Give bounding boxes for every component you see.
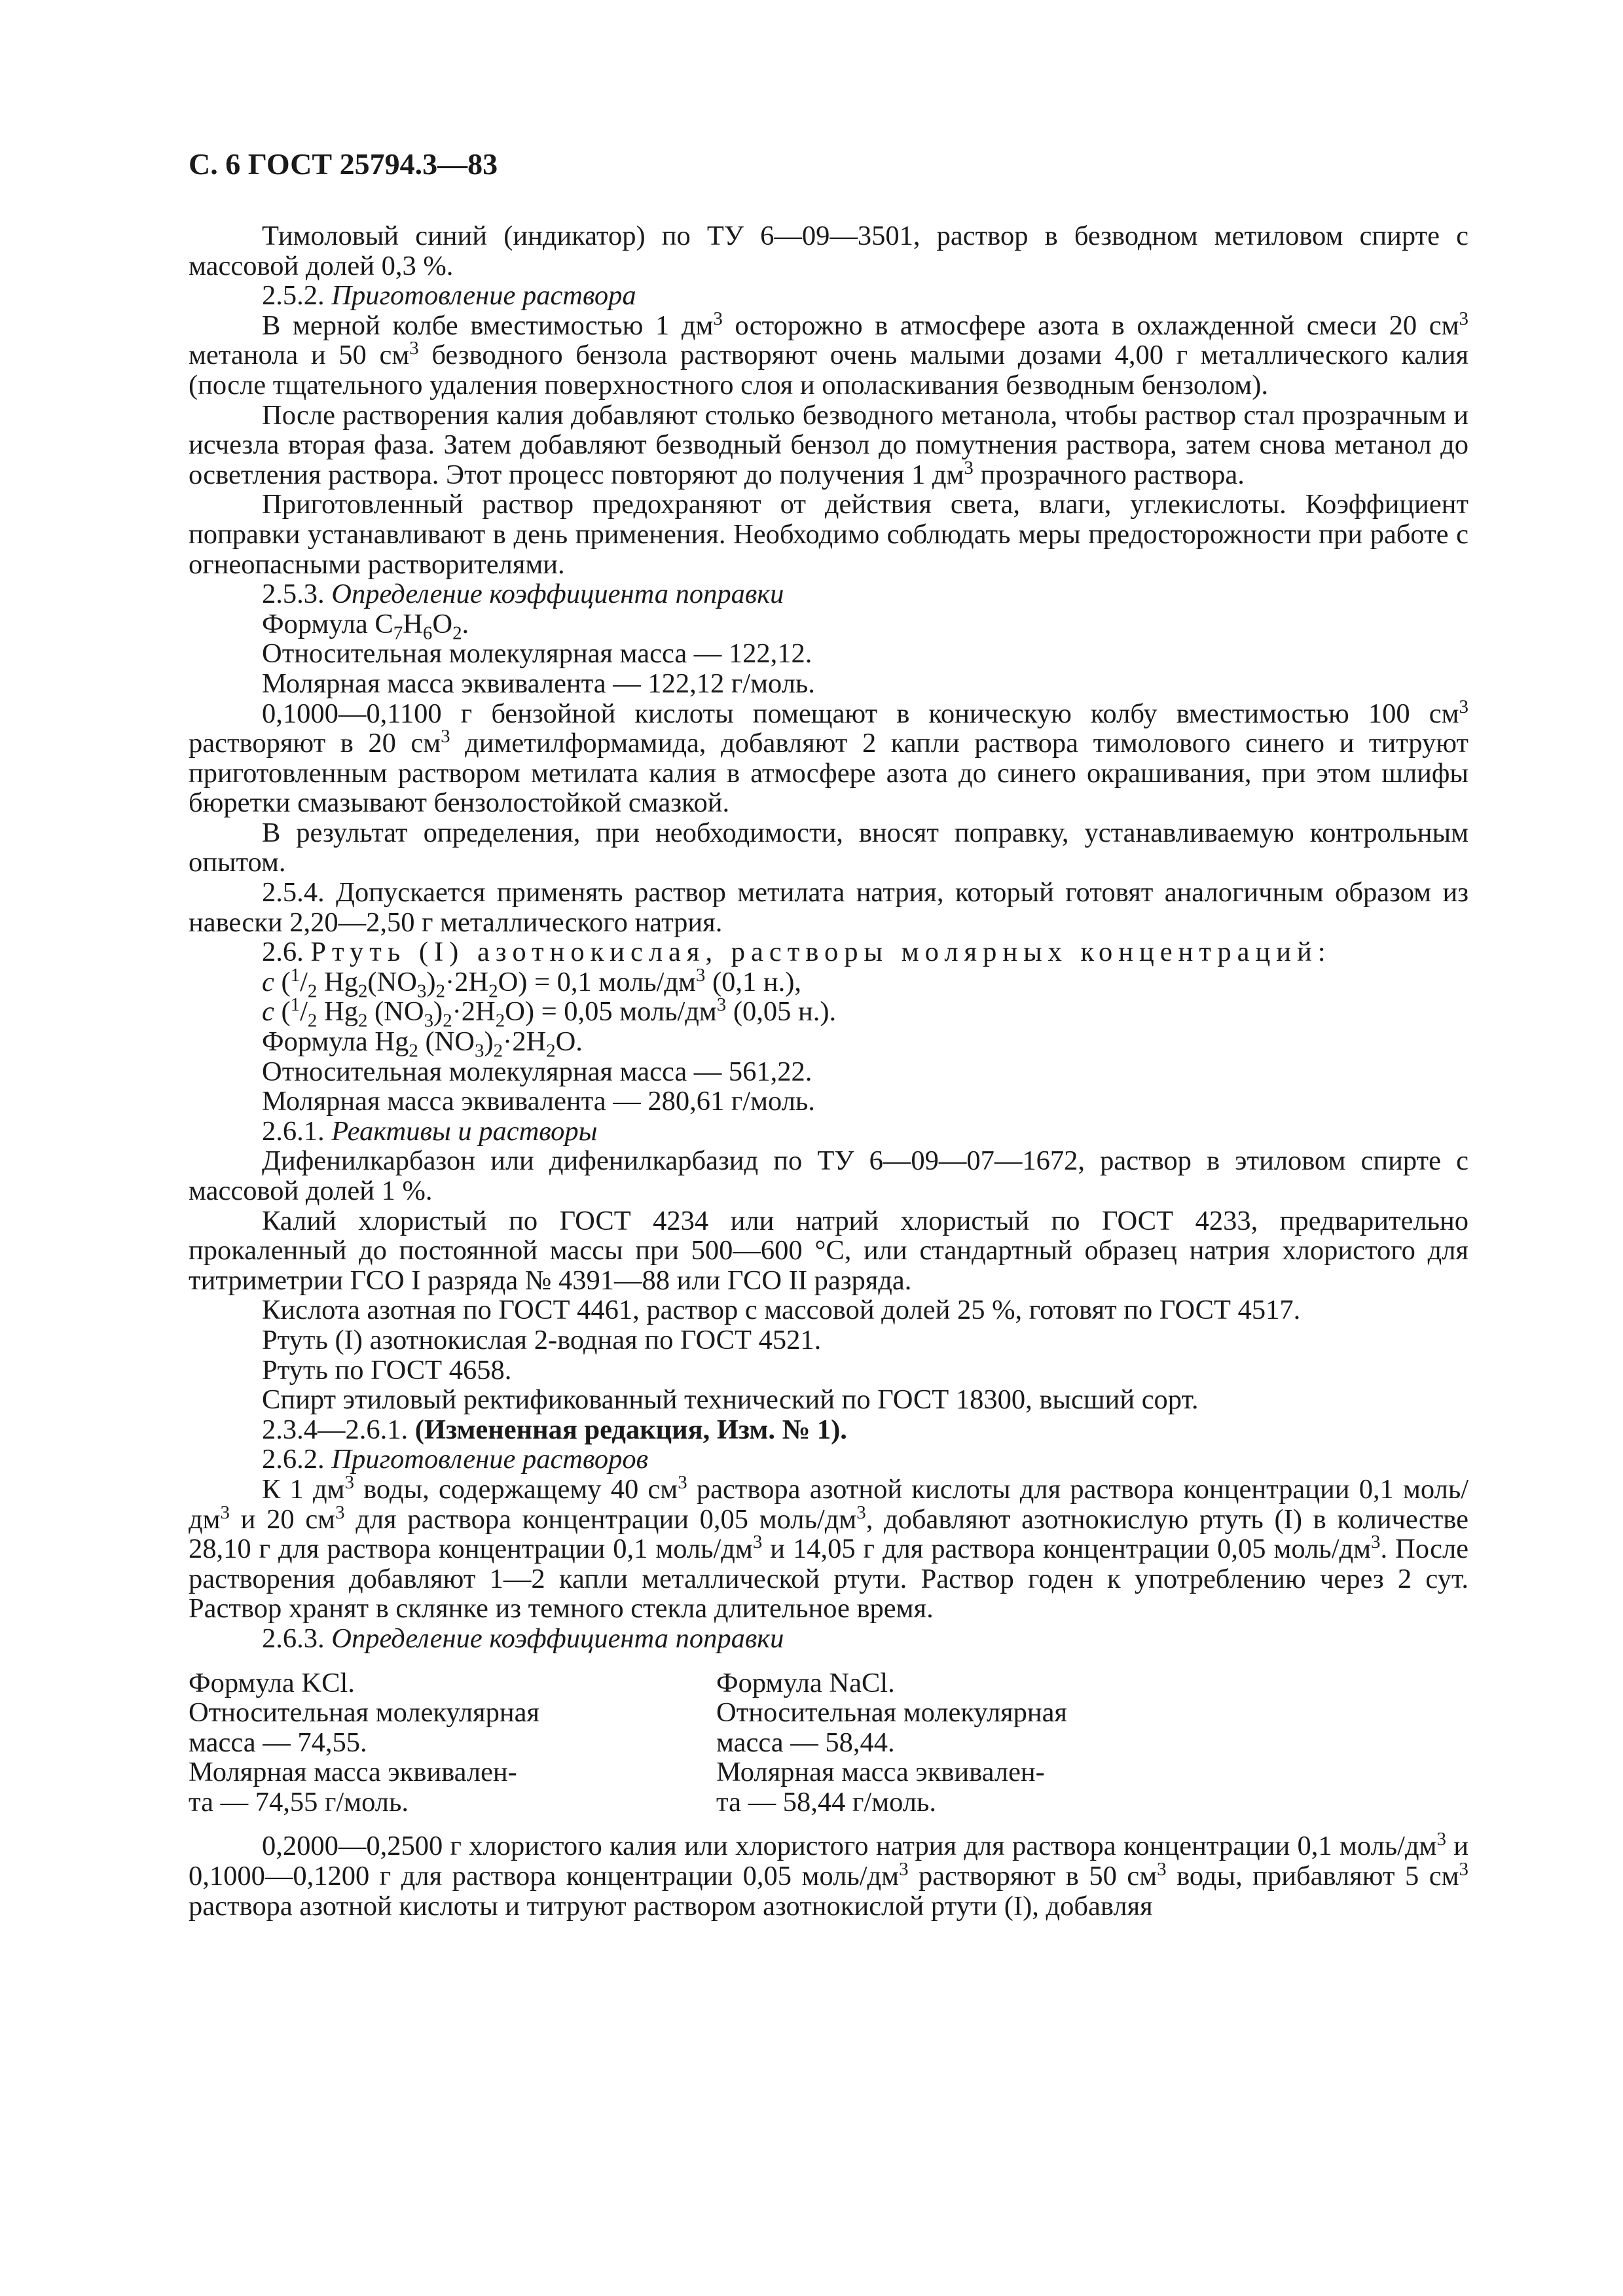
kcl-line: та — 74,55 г/моль.	[189, 1786, 409, 1818]
paragraph-correction: В результат определения, при необходимости, вносят поправку, устанавливаемую контрольным опытом.	[189, 817, 1468, 878]
kcl-line: масса — 74,55.	[189, 1727, 367, 1758]
paragraph-dissolution: После растворения калия добавляют столько безводного метанола, чтобы раствор стал прозрачным и исчезла вторая фаза. Затем добавляют безводный бензол до помутнения раствора, затем снова метанол до осветления раствора. Этот процесс повторяют до получения 1 $дм^3$ прозрачного раствора.	[189, 399, 1468, 490]
molecular-mass-1: Относительная молекулярная масса — 122,12.	[262, 638, 812, 670]
section-2-5-3: 2.5.3. Определение коэффициента поправки	[262, 579, 784, 610]
reagent-chloride: Калий хлористый по ГОСТ 4234 или натрий хлористый по ГОСТ 4233, предварительно прокаленный до постоянной массы при 500—600 °С, или стандартный образец натрия хлористого для титриметрии ГСО I разряда № 4391—88 или ГСО II разряда.	[189, 1205, 1468, 1296]
kcl-column	[189, 1668, 716, 1818]
amendment-note: 2.3.4—2.6.1. (Измененная редакция, Изм. № 1).	[262, 1414, 847, 1445]
section-2-6-2: 2.6.2. Приготовление растворов	[262, 1444, 649, 1475]
formula-benzoic: Формула $C_7H_6O_2$.	[262, 608, 469, 644]
section-2-5-4: 2.5.4. Допускается применять раствор метилата натрия, который готовят аналогичным образом из навески 2,20—2,50 г металлического натрия.	[189, 877, 1468, 938]
nacl-line: Формула NaCl.	[716, 1667, 895, 1698]
paragraph-preparation: К 1 $дм^3$ воды, содержащему 40 $см^3$ раствора азотной кислоты для раствора концентрации 0,1 моль/$дм^3$ и 20 $см^3$ для раствора концентрации 0,05 моль/$дм^3$, добавляют азотнокислую ртуть (I) в количестве 28,10 г для раствора концентрации 0,1 моль/$дм^3$ и 14,05 г для раствора концентрации 0,05 моль/$дм^3$. После растворения добавляют 1—2 капли металлической ртути. Раствор годен к употреблению через 2 сут. Раствор хранят в склянке из темного стекла длительное время.	[189, 1471, 1469, 1624]
equivalent-mass-1: Молярная масса эквивалента — 122,12 г/моль.	[262, 668, 815, 699]
nacl-line: та — 58,44 г/моль.	[716, 1786, 936, 1818]
molecular-mass-2: Относительная молекулярная масса — 561,22.	[262, 1056, 812, 1087]
formula-columns	[189, 1668, 1468, 1818]
paragraph-flask: В мерной колбе вместимостью 1 $дм^3$ осторожно в атмосфере азота в охлажденной смеси 20 $см^3$ метанола и 50 $см^3$ безводного бензола растворяют очень малыми дозами 4,00 г металлического калия (после тщательного удаления поверхностного слоя и ополаскивания безводным бензолом).	[189, 308, 1468, 401]
page-header: С. 6 ГОСТ 25794.3—83	[189, 147, 498, 181]
kcl-line: Молярная масса эквивален-	[189, 1757, 517, 1788]
nacl-column	[716, 1668, 1244, 1818]
paragraph-indicator: Тимоловый синий (индикатор) по ТУ 6—09—3501, раствор в безводном метиловом спирте с массовой долей 0,3 %.	[189, 221, 1468, 281]
paragraph-benzoic: 0,1000—0,1100 г бензойной кислоты помещают в коническую колбу вместимостью 100 $см^3$ растворяют в 20 $см^3$ диметилформамида, добавляют 2 капли раствора тимолового синего и титруют приготовленным раствором метилата калия в атмосфере азота до синего окрашивания, при этом шлифы бюретки смазывают бензолостойкой смазкой.	[189, 696, 1468, 819]
equivalent-mass-2: Молярная масса эквивалента — 280,61 г/моль.	[262, 1086, 815, 1117]
nacl-line: масса — 58,44.	[716, 1727, 895, 1758]
reagent-mercury: Ртуть по ГОСТ 4658.	[262, 1354, 512, 1386]
paragraph-titration: 0,2000—0,2500 г хлористого калия или хлористого натрия для раствора концентрации 0,1 моль/$дм^3$ и 0,1000—0,1200 г для раствора концентрации 0,05 моль/$дм^3$ растворяют в 50 $см^3$ воды, прибавляют 5 $см^3$ раствора азотной кислоты и титруют раствором азотнокислой ртути (I), добавляя	[189, 1829, 1469, 1922]
reagent-nitric-acid: Кислота азотная по ГОСТ 4461, раствор с массовой долей 25 %, готовят по ГОСТ 4517.	[262, 1295, 1301, 1326]
section-2-6-1: 2.6.1. Реактивы и растворы	[262, 1115, 598, 1147]
document-page	[189, 148, 1468, 1921]
reagent-mercury-nitrate: Ртуть (I) азотнокислая 2-водная по ГОСТ 4521.	[262, 1324, 822, 1355]
reagent-ethanol: Спирт этиловый ректификованный технический по ГОСТ 18300, высший сорт.	[262, 1384, 1199, 1416]
nacl-line: Относительная молекулярная	[716, 1697, 1067, 1729]
nacl-line: Молярная масса эквивален-	[716, 1757, 1045, 1788]
concentration-1: c ($^1/_2$ $Hg_2(NO_3)_2\cdot 2H_2O) = 0,1$ моль/$дм^3$ (0,1 н.),	[262, 964, 802, 1002]
concentration-2: c ($^1/_2$ $Hg_2$ $(NO_3)_2\cdot 2H_2O) = 0,05$ моль/$дм^3$ (0,05 н.).	[262, 994, 837, 1031]
reagent-diphenylcarbazone: Дифенилкарбазон или дифенилкарбазид по ТУ 6—09—07—1672, раствор в этиловом спирте с массовой долей 1 %.	[189, 1145, 1468, 1206]
section-2-5-2: 2.5.2. Приготовление раствора	[262, 280, 636, 312]
kcl-line: Формула KCl.	[189, 1667, 355, 1698]
formula-mercury: Формула $Hg_2$ $(NO_3)_2\cdot 2H_2O$.	[262, 1026, 583, 1062]
section-2-6-3: 2.6.3. Определение коэффициента поправки	[262, 1623, 784, 1654]
section-2-6: 2.6. Ртуть (I) азотнокислая, растворы молярных концентраций:	[262, 937, 1332, 968]
kcl-line: Относительная молекулярная	[189, 1697, 539, 1729]
paragraph-storage: Приготовленный раствор предохраняют от действия света, влаги, углекислоты. Коэффициент поправки устанавливают в день применения. Необходимо соблюдать меры предосторожности при работе с огнеопасными растворителями.	[189, 489, 1468, 580]
